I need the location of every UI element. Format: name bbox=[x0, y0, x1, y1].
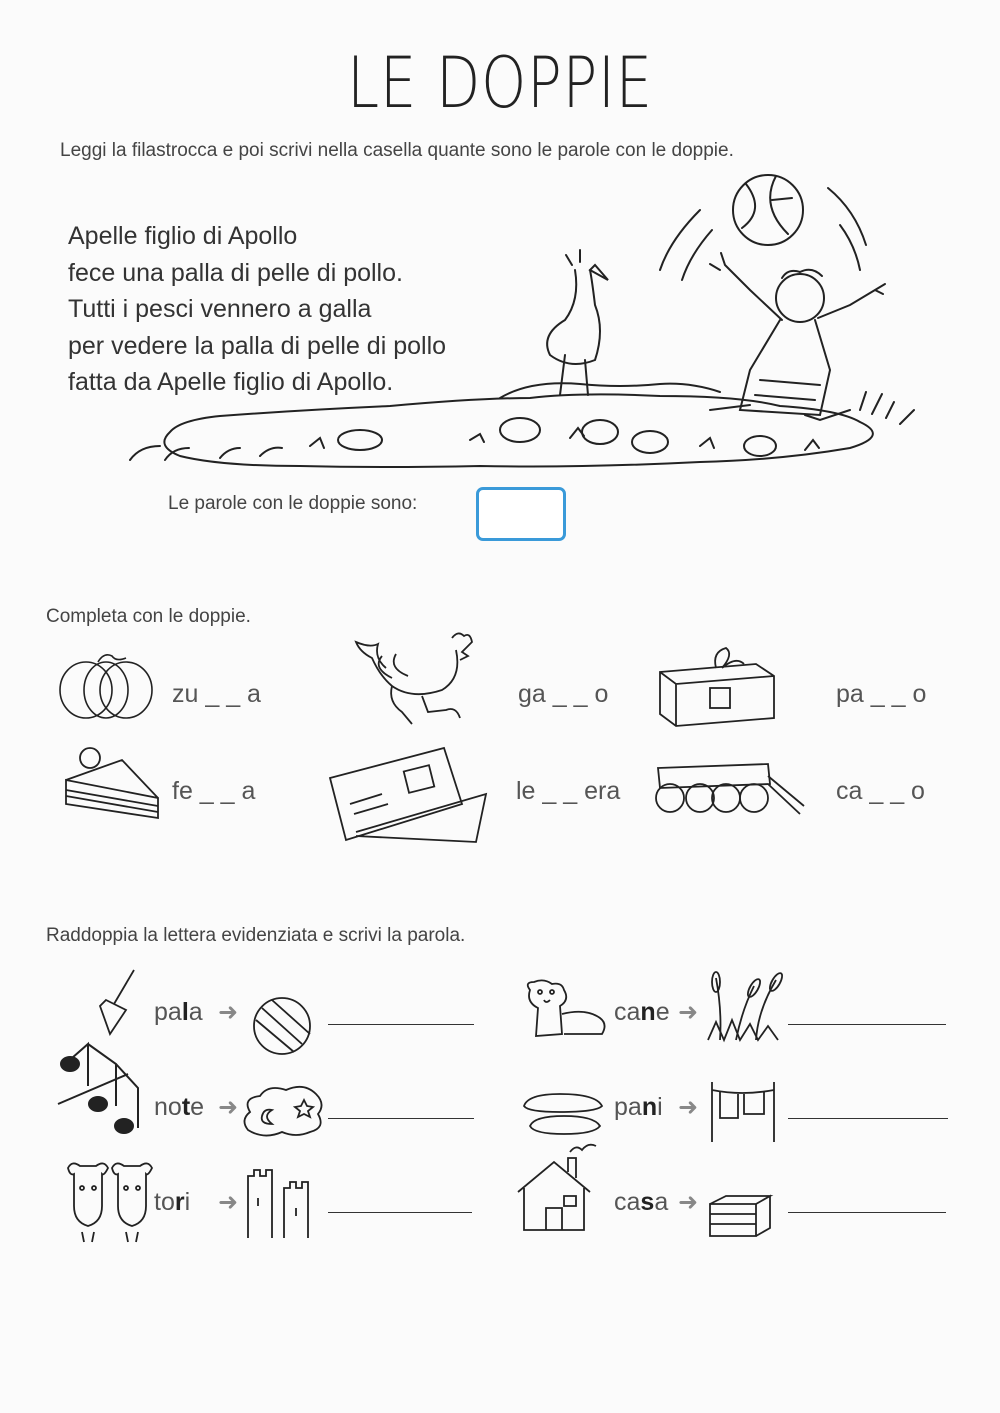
letter-envelope-icon bbox=[326, 744, 490, 846]
fill-word-zucca[interactable]: zu _ _ a bbox=[172, 680, 261, 708]
arrow-icon: ➜ bbox=[218, 1189, 239, 1216]
double-word-cane: cane bbox=[614, 998, 670, 1026]
arrow-icon: ➜ bbox=[678, 1189, 699, 1216]
poem-line: Apelle figlio di Apollo bbox=[68, 222, 298, 250]
boy-icon bbox=[710, 253, 885, 420]
section1-instruction: Leggi la filastrocca e poi scrivi nella casella quante sono le parole con le doppie. bbox=[60, 140, 734, 161]
music-notes-icon bbox=[58, 1034, 148, 1138]
arrow-icon: ➜ bbox=[678, 999, 699, 1026]
arrow-icon: ➜ bbox=[678, 1094, 699, 1121]
double-word-pala: pala bbox=[154, 998, 203, 1026]
fill-word-carro[interactable]: ca _ _ o bbox=[836, 777, 925, 805]
answer-line-notte[interactable] bbox=[328, 1118, 474, 1119]
towers-icon bbox=[244, 1168, 324, 1240]
cake-slice-icon bbox=[62, 744, 162, 820]
double-word-note: note bbox=[154, 1093, 205, 1121]
ball-icon bbox=[250, 996, 314, 1056]
double-word-pani: pani bbox=[614, 1093, 663, 1121]
reeds-icon bbox=[706, 970, 786, 1042]
fill-word-gallo[interactable]: ga _ _ o bbox=[518, 680, 609, 708]
answer-input[interactable] bbox=[476, 487, 566, 541]
answer-line-torri[interactable] bbox=[328, 1212, 472, 1213]
poem-line: fece una palla di pelle di pollo. bbox=[68, 258, 403, 287]
double-word-tori: tori bbox=[154, 1188, 191, 1216]
rooster-icon bbox=[352, 628, 482, 728]
poem-line: per vedere la palla di pelle di pollo bbox=[68, 331, 447, 360]
arrow-icon: ➜ bbox=[218, 999, 239, 1026]
poem-illustration bbox=[60, 170, 930, 480]
bird-icon bbox=[547, 250, 608, 395]
answer-line-cassa[interactable] bbox=[788, 1212, 946, 1213]
bulls-icon bbox=[62, 1158, 158, 1244]
gift-package-icon bbox=[656, 642, 778, 728]
double-word-casa: casa bbox=[614, 1188, 669, 1216]
crate-icon bbox=[706, 1192, 774, 1240]
answer-line-panni[interactable] bbox=[788, 1118, 948, 1119]
pond-icon bbox=[130, 383, 914, 467]
answer-label: Le parole con le doppie sono: bbox=[168, 493, 418, 514]
bread-icon bbox=[520, 1088, 606, 1136]
fill-word-pacco[interactable]: pa _ _ o bbox=[836, 680, 927, 708]
shovel-icon bbox=[96, 966, 140, 1038]
clothesline-icon bbox=[706, 1078, 780, 1144]
answer-line-palla[interactable] bbox=[328, 1024, 474, 1025]
answer-line-canne[interactable] bbox=[788, 1024, 946, 1025]
pumpkin-icon bbox=[56, 652, 156, 722]
fill-word-fetta[interactable]: fe _ _ a bbox=[172, 777, 256, 805]
night-cloud-icon bbox=[238, 1080, 328, 1140]
section3-instruction: Raddoppia la lettera evidenziata e scrivi la parola. bbox=[46, 925, 466, 946]
fill-word-lettera[interactable]: le _ _ era bbox=[516, 777, 621, 805]
house-icon bbox=[508, 1136, 600, 1240]
ball-icon bbox=[733, 175, 803, 245]
fish-icon bbox=[310, 418, 819, 456]
poem-line: fatta da Apelle figlio di Apollo. bbox=[68, 368, 394, 396]
arrow-icon: ➜ bbox=[218, 1094, 239, 1121]
dog-icon bbox=[520, 978, 610, 1042]
section2-instruction: Completa con le doppie. bbox=[46, 606, 251, 627]
cart-icon bbox=[652, 756, 810, 818]
page-title: LE DOPPIE bbox=[347, 42, 653, 124]
poem-line: Tutti i pesci vennero a galla bbox=[68, 295, 372, 323]
